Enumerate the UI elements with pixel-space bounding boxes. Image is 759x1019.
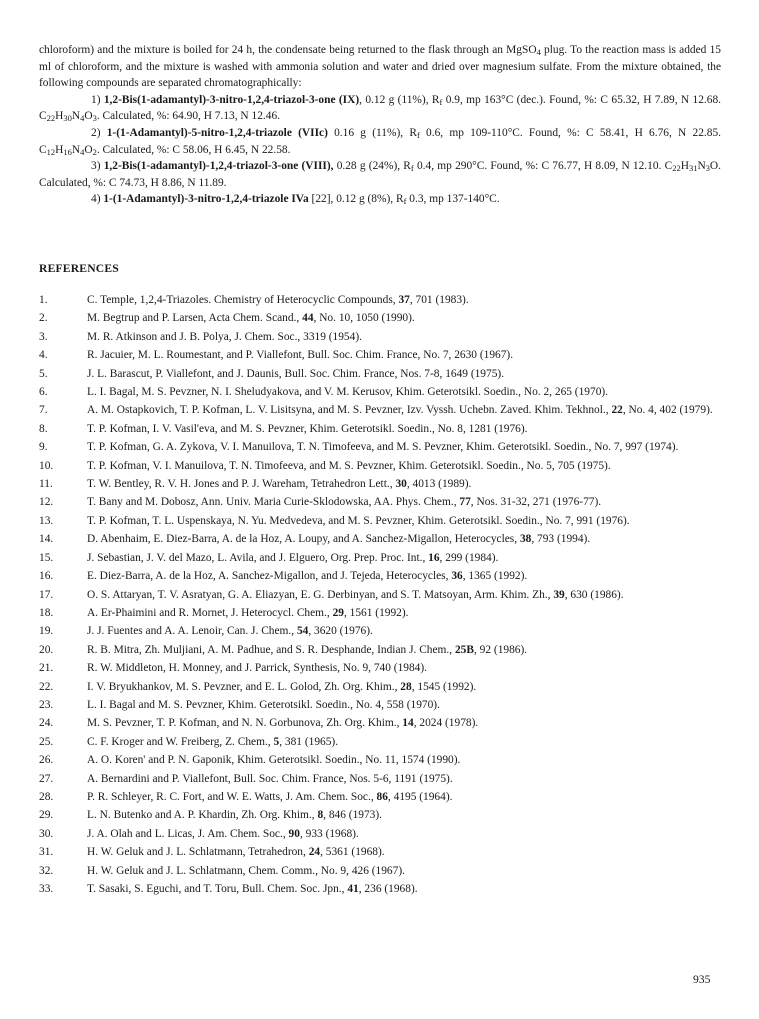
reference-item (39, 790, 721, 805)
reference-number: 14. (39, 533, 54, 546)
subscript: 3 (705, 163, 710, 174)
reference-text (87, 459, 721, 474)
compound-text: O (84, 110, 93, 123)
reference-item (39, 882, 721, 897)
citation-text: R. B. Mitra, Zh. Muljiani, A. M. Padhue, and S. R. Desphande, Indian J. Chem., (87, 643, 455, 656)
reference-item (39, 772, 721, 787)
reference-text (87, 716, 721, 731)
compound-text: 0.3, mp 137-140°C. (406, 193, 500, 206)
reference-number: 5. (39, 367, 48, 380)
reference-item (39, 827, 721, 842)
citation-text: T. P. Kofman, G. A. Zykova, V. I. Manuilova, T. N. Timofeeva, and M. S. Pevzner, Khim. Geterotsikl. Soedin., No. 7, 997 (1974). (87, 441, 679, 454)
reference-number: 28. (39, 790, 54, 803)
citation-text: M. R. Atkinson and J. B. Polya, J. Chem. Soc., 3319 (1954). (87, 330, 362, 343)
citation-text: , 92 (1986). (473, 643, 528, 656)
citation-text: J. L. Barascut, P. Viallefont, and J. Daunis, Bull. Soc. Chim. France, Nos. 7-8, 1649 (1975). (87, 367, 505, 380)
reference-item (39, 477, 721, 492)
reference-text (87, 808, 721, 823)
compound-text: 0.6, mp 109-110°C. Found, %: C 58.41, H 6.76, N 22.85. C (39, 126, 721, 156)
reference-item (39, 624, 721, 639)
citation-text: R. Jacuier, M. L. Roumestant, and P. Viallefont, Bull. Soc. Chim. France, No. 7, 2630 (1967). (87, 349, 514, 362)
volume-number: 38 (519, 533, 532, 546)
reference-number: 24. (39, 717, 54, 730)
citation-text: , 630 (1986). (564, 588, 624, 601)
citation-text: A. M. Ostapkovich, T. P. Kofman, L. V. Lisitsyna, and M. S. Pevzner, Izv. Vyssh. Uchebn. Zaved. Khim. Tekhnol., (87, 404, 612, 417)
intro-text: chloroform) and the mixture is boiled for 24 h, the condensate being returned to the flask through an MgSO (39, 44, 537, 56)
citation-text: T. P. Kofman, T. L. Uspenskaya, N. Yu. Medvedeva, and M. S. Pevzner, Khim. Geterotsikl. Soedin., No. 7, 991 (1976). (87, 514, 630, 527)
compound-text: N (71, 143, 81, 156)
page-number: 935 (693, 973, 711, 986)
reference-item (39, 661, 721, 676)
citation-text: , 4195 (1964). (387, 790, 453, 803)
reference-number: 30. (39, 827, 54, 840)
reference-number: 21. (39, 662, 54, 675)
volume-number: 39 (553, 588, 565, 601)
reference-number: 19. (39, 625, 54, 638)
reference-number: 22. (39, 680, 54, 693)
reference-number: 8. (39, 422, 48, 435)
volume-number: 54 (296, 625, 309, 638)
reference-list (39, 293, 721, 900)
citation-text: , 381 (1965). (279, 735, 339, 748)
compound-text: O (84, 143, 93, 156)
subscript: 12 (46, 146, 56, 157)
reference-text (87, 311, 721, 326)
reference-number: 9. (39, 441, 48, 454)
reference-text (87, 385, 721, 400)
citation-text: I. V. Bryukhankov, M. S. Pevzner, and E. L. Golod, Zh. Org. Khim., (87, 680, 401, 693)
compound-text: 0.4, mp 290°C. Found, %: C 76.77, H 8.09, N 12.10. C (413, 160, 673, 173)
subscript: 31 (688, 163, 698, 174)
reference-text (87, 348, 721, 363)
volume-number: 90 (288, 827, 300, 840)
reference-number: 11. (39, 478, 53, 491)
reference-text (87, 661, 721, 676)
citation-text: A. O. Koren' and P. N. Gaponik, Khim. Geterotsikl. Soedin., No. 11, 1574 (1990). (87, 754, 461, 767)
citation-text: , Nos. 31-32, 271 (1976-77). (470, 496, 602, 509)
citation-text: , No. 10, 1050 (1990). (313, 312, 415, 325)
volume-number: 8 (317, 809, 324, 822)
reference-item (39, 348, 721, 363)
citation-text: H. W. Geluk and J. L. Schlatmann, Tetrahedron, (87, 846, 309, 859)
reference-text (87, 514, 721, 529)
reference-item (39, 606, 721, 621)
compound-text: . Calculated, %: 64.90, H 7.13, N 12.46. (96, 110, 280, 123)
citation-text: A. Er-Phaimini and R. Mornet, J. Heterocycl. Chem., (87, 606, 333, 619)
citation-text: , 5361 (1968). (320, 846, 385, 859)
citation-text: T. W. Bentley, R. V. H. Jones and P. J. Wareham, Tetrahedron Lett., (87, 478, 396, 491)
reference-item (39, 808, 721, 823)
subscript: f (439, 96, 443, 107)
citation-text: , 1561 (1992). (343, 606, 409, 619)
citation-text: L. N. Butenko and A. P. Khardin, Zh. Org. Khim., (87, 809, 318, 822)
volume-number: 28 (400, 680, 412, 693)
citation-text: , 1545 (1992). (411, 680, 477, 693)
reference-text (87, 772, 721, 787)
reference-text (87, 680, 721, 695)
reference-number: 26. (39, 754, 54, 767)
subscript: 2 (92, 146, 97, 157)
compound-number: 3) (91, 160, 104, 173)
compound-text: N (697, 160, 706, 173)
reference-item (39, 643, 721, 658)
reference-item (39, 330, 721, 345)
citation-text: O. S. Attaryan, T. V. Asratyan, G. A. Eliazyan, E. G. Derbinyan, and S. T. Matsoyan, Arm. Khim. Zh., (87, 588, 554, 601)
compound-number: 4) (91, 193, 104, 206)
citation-text: C. Temple, 1,2,4-Triazoles. Chemistry of Heterocyclic Compounds, (87, 294, 399, 306)
reference-item (39, 311, 721, 326)
volume-number: 41 (347, 883, 359, 895)
reference-number: 2. (39, 312, 48, 325)
reference-text (87, 643, 721, 658)
reference-text (87, 403, 721, 418)
citation-text: E. Diez-Barra, A. de la Hoz, A. Sanchez-Migallon, and J. Tejeda, Heterocycles, (87, 570, 452, 583)
reference-number: 20. (39, 643, 54, 656)
reference-number: 10. (39, 459, 54, 472)
reference-text (87, 532, 721, 547)
compound-name: 1-(1-Adamantyl)-5-nitro-1,2,4-triazole (VIIc) (106, 126, 328, 139)
subscript: 4 (80, 146, 85, 157)
reference-text (87, 845, 721, 860)
compound-text: 0.9, mp 163°C (dec.). Found, %: C 65.32, H 7.89, N 12.68. C (39, 93, 721, 123)
reference-text (87, 624, 721, 639)
reference-number: 33. (39, 883, 54, 895)
reference-number: 27. (39, 772, 54, 785)
reference-item (39, 698, 721, 713)
reference-number: 13. (39, 514, 54, 527)
reference-item (39, 569, 721, 584)
compound-text: 0.16 g (11%), R (327, 126, 417, 139)
reference-item (39, 588, 721, 603)
reference-number: 1. (39, 294, 48, 306)
reference-number: 16. (39, 570, 54, 583)
compound-entry (39, 92, 721, 125)
compound-text: H (55, 110, 64, 123)
reference-text (87, 293, 721, 308)
reference-text (87, 882, 721, 897)
reference-text (87, 827, 721, 842)
citation-text: , 4013 (1989). (406, 478, 472, 491)
citation-text: , 2024 (1978). (413, 717, 479, 730)
reference-number: 25. (39, 735, 54, 748)
reference-number: 4. (39, 349, 48, 362)
subscript: f (416, 129, 420, 140)
reference-item (39, 495, 721, 510)
subscript: f (403, 196, 407, 207)
volume-number: 24 (308, 846, 321, 859)
volume-number: 37 (398, 294, 410, 306)
reference-item (39, 367, 721, 382)
reference-item (39, 403, 721, 418)
volume-number: 29 (332, 606, 344, 619)
reference-number: 12. (39, 496, 54, 509)
compound-text: H (680, 160, 689, 173)
reference-number: 32. (39, 864, 54, 877)
volume-number: 44 (302, 312, 314, 325)
reference-text (87, 569, 721, 584)
reference-text (87, 551, 721, 566)
reference-text (87, 330, 721, 345)
reference-number: 17. (39, 588, 54, 601)
citation-text: J. A. Olah and L. Licas, J. Am. Chem. Soc., (87, 827, 289, 840)
citation-text: , 236 (1968). (358, 883, 418, 895)
reference-text (87, 440, 721, 455)
volume-number: 22 (611, 404, 623, 417)
citation-text: M. Begtrup and P. Larsen, Acta Chem. Scand., (87, 312, 303, 325)
volume-number: 30 (395, 478, 407, 491)
reference-item (39, 514, 721, 529)
reference-text (87, 477, 721, 492)
subscript: 4 (80, 113, 85, 124)
compound-text: 0.28 g (24%), R (333, 160, 411, 173)
reference-text (87, 588, 721, 603)
citation-text: T. P. Kofman, I. V. Vasil'eva, and M. S. Pevzner, Khim. Geterotsikl. Soedin., No. 8, 1281 (1976). (87, 422, 528, 435)
volume-number: 25B (454, 643, 474, 656)
reference-item (39, 551, 721, 566)
citation-text: C. F. Kroger and W. Freiberg, Z. Chem., (87, 735, 274, 748)
reference-number: 3. (39, 330, 48, 343)
compound-name: 1-(1-Adamantyl)-3-nitro-1,2,4-triazole IVa (103, 193, 309, 206)
citation-text: , 1365 (1992). (462, 570, 528, 583)
compound-entry (39, 125, 721, 158)
citation-text: T. Sasaki, S. Eguchi, and T. Toru, Bull. Chem. Soc. Jpn., (87, 883, 348, 895)
subscript: 3 (92, 113, 97, 124)
compound-name: 1,2-Bis(1-adamantyl)-1,2,4-triazol-3-one (VIII), (103, 160, 334, 173)
citation-text: P. R. Schleyer, R. C. Fort, and W. E. Watts, J. Am. Chem. Soc., (87, 790, 377, 803)
compound-number: 1) (91, 93, 104, 106)
citation-text: J. Sebastian, J. V. del Mazo, L. Avila, and J. Elguero, Org. Prep. Proc. Int., (87, 551, 429, 564)
reference-number: 31. (39, 846, 54, 859)
subscript: 4 (536, 47, 541, 57)
volume-number: 36 (451, 570, 463, 583)
reference-item (39, 680, 721, 695)
reference-item (39, 293, 721, 308)
citation-text: H. W. Geluk and J. L. Schlatmann, Chem. Comm., No. 9, 426 (1967). (87, 864, 405, 877)
reference-item (39, 753, 721, 768)
reference-text (87, 495, 721, 510)
citation-text: , 846 (1973). (323, 809, 382, 822)
subscript: f (410, 163, 414, 174)
reference-item (39, 845, 721, 860)
compound-text: N (71, 110, 81, 123)
volume-number: 5 (273, 735, 280, 748)
citation-text: , No. 4, 402 (1979). (622, 404, 713, 417)
citation-text: , 299 (1984). (439, 551, 499, 564)
reference-text (87, 753, 721, 768)
compound-text: , 0.12 g (11%), R (359, 93, 440, 106)
citation-text: , 793 (1994). (531, 533, 591, 546)
citation-text: T. P. Kofman, V. I. Manuilova, T. N. Timofeeva, and M. S. Pevzner, Khim. Geterotsikl. Soedin., No. 5, 705 (1975). (87, 459, 611, 472)
compound-text: O. Calculated, %: C 74.73, H 8.86, N 11.89. (39, 160, 721, 189)
reference-item (39, 864, 721, 879)
citation-text: , 701 (1983). (409, 294, 469, 306)
reference-number: 6. (39, 386, 48, 399)
compound-entry (39, 191, 721, 208)
compound-text: H (55, 143, 64, 156)
intro-paragraph (39, 42, 721, 92)
reference-text (87, 606, 721, 621)
citation-text: R. W. Middleton, H. Monney, and J. Parrick, Synthesis, No. 9, 740 (1984). (87, 662, 428, 675)
volume-number: 16 (428, 551, 440, 564)
subscript: 22 (46, 113, 56, 124)
citation-text: M. S. Pevzner, T. P. Kofman, and N. N. Gorbunova, Zh. Org. Khim., (87, 717, 403, 730)
reference-text (87, 864, 721, 879)
volume-number: 77 (459, 496, 471, 509)
subscript: 22 (672, 163, 681, 174)
reference-item (39, 422, 721, 437)
compound-list (39, 92, 721, 208)
compound-number: 2) (91, 126, 107, 139)
citation-text: A. Bernardini and P. Viallefont, Bull. Soc. Chim. France, Nos. 5-6, 1191 (1975). (87, 772, 453, 785)
subscript: 30 (63, 113, 72, 124)
reference-item (39, 440, 721, 455)
citation-text: L. I. Bagal, M. S. Pevzner, N. I. Sheludyakova, and V. M. Kerusov, Khim. Geterotsikl. Soedin., No. 2, 265 (1970). (87, 386, 609, 399)
citation-text: , 933 (1968). (299, 827, 359, 840)
reference-item (39, 716, 721, 731)
references-heading: REFERENCES (39, 262, 119, 275)
compound-text: [22], 0.12 g (8%), R (308, 193, 404, 206)
intro-text: plug. To the reaction mass is added 15 ml of chloroform, and the mixture is washed with ammonia solution and water and dried over magnesium sulfate. From the mixture obtained, the following compounds are separated chromatographically: (39, 44, 721, 90)
reference-item (39, 532, 721, 547)
reference-text (87, 367, 721, 382)
compound-name: 1,2-Bis(1-adamantyl)-3-nitro-1,2,4-triazol-3-one (IX) (103, 93, 360, 106)
subscript: 16 (63, 146, 72, 157)
reference-item (39, 735, 721, 750)
citation-text: , 3620 (1976). (308, 625, 373, 638)
experimental-section (39, 42, 721, 208)
reference-number: 7. (39, 404, 48, 417)
reference-number: 23. (39, 698, 54, 711)
citation-text: J. J. Fuentes and A. A. Lenoir, Can. J. Chem., (87, 625, 297, 638)
compound-entry (39, 158, 721, 191)
compound-text: . Calculated, %: C 58.06, H 6.45, N 22.58. (96, 143, 291, 156)
volume-number: 14 (402, 717, 414, 730)
reference-text (87, 735, 721, 750)
reference-text (87, 698, 721, 713)
reference-item (39, 459, 721, 474)
reference-item (39, 385, 721, 400)
citation-text: L. I. Bagal and M. S. Pevzner, Khim. Geterotsikl. Soedin., No. 4, 558 (1970). (87, 698, 440, 711)
reference-text (87, 422, 721, 437)
volume-number: 86 (376, 790, 388, 803)
reference-number: 18. (39, 606, 54, 619)
citation-text: T. Bany and M. Dobosz, Ann. Univ. Maria Curie-Sklodowska, AA. Phys. Chem., (87, 496, 460, 509)
citation-text: D. Abenhaim, E. Diez-Barra, A. de la Hoz, A. Loupy, and A. Sanchez-Migallon, Heterocycles, (87, 533, 520, 546)
reference-number: 29. (39, 809, 54, 822)
reference-number: 15. (39, 551, 54, 564)
reference-text (87, 790, 721, 805)
